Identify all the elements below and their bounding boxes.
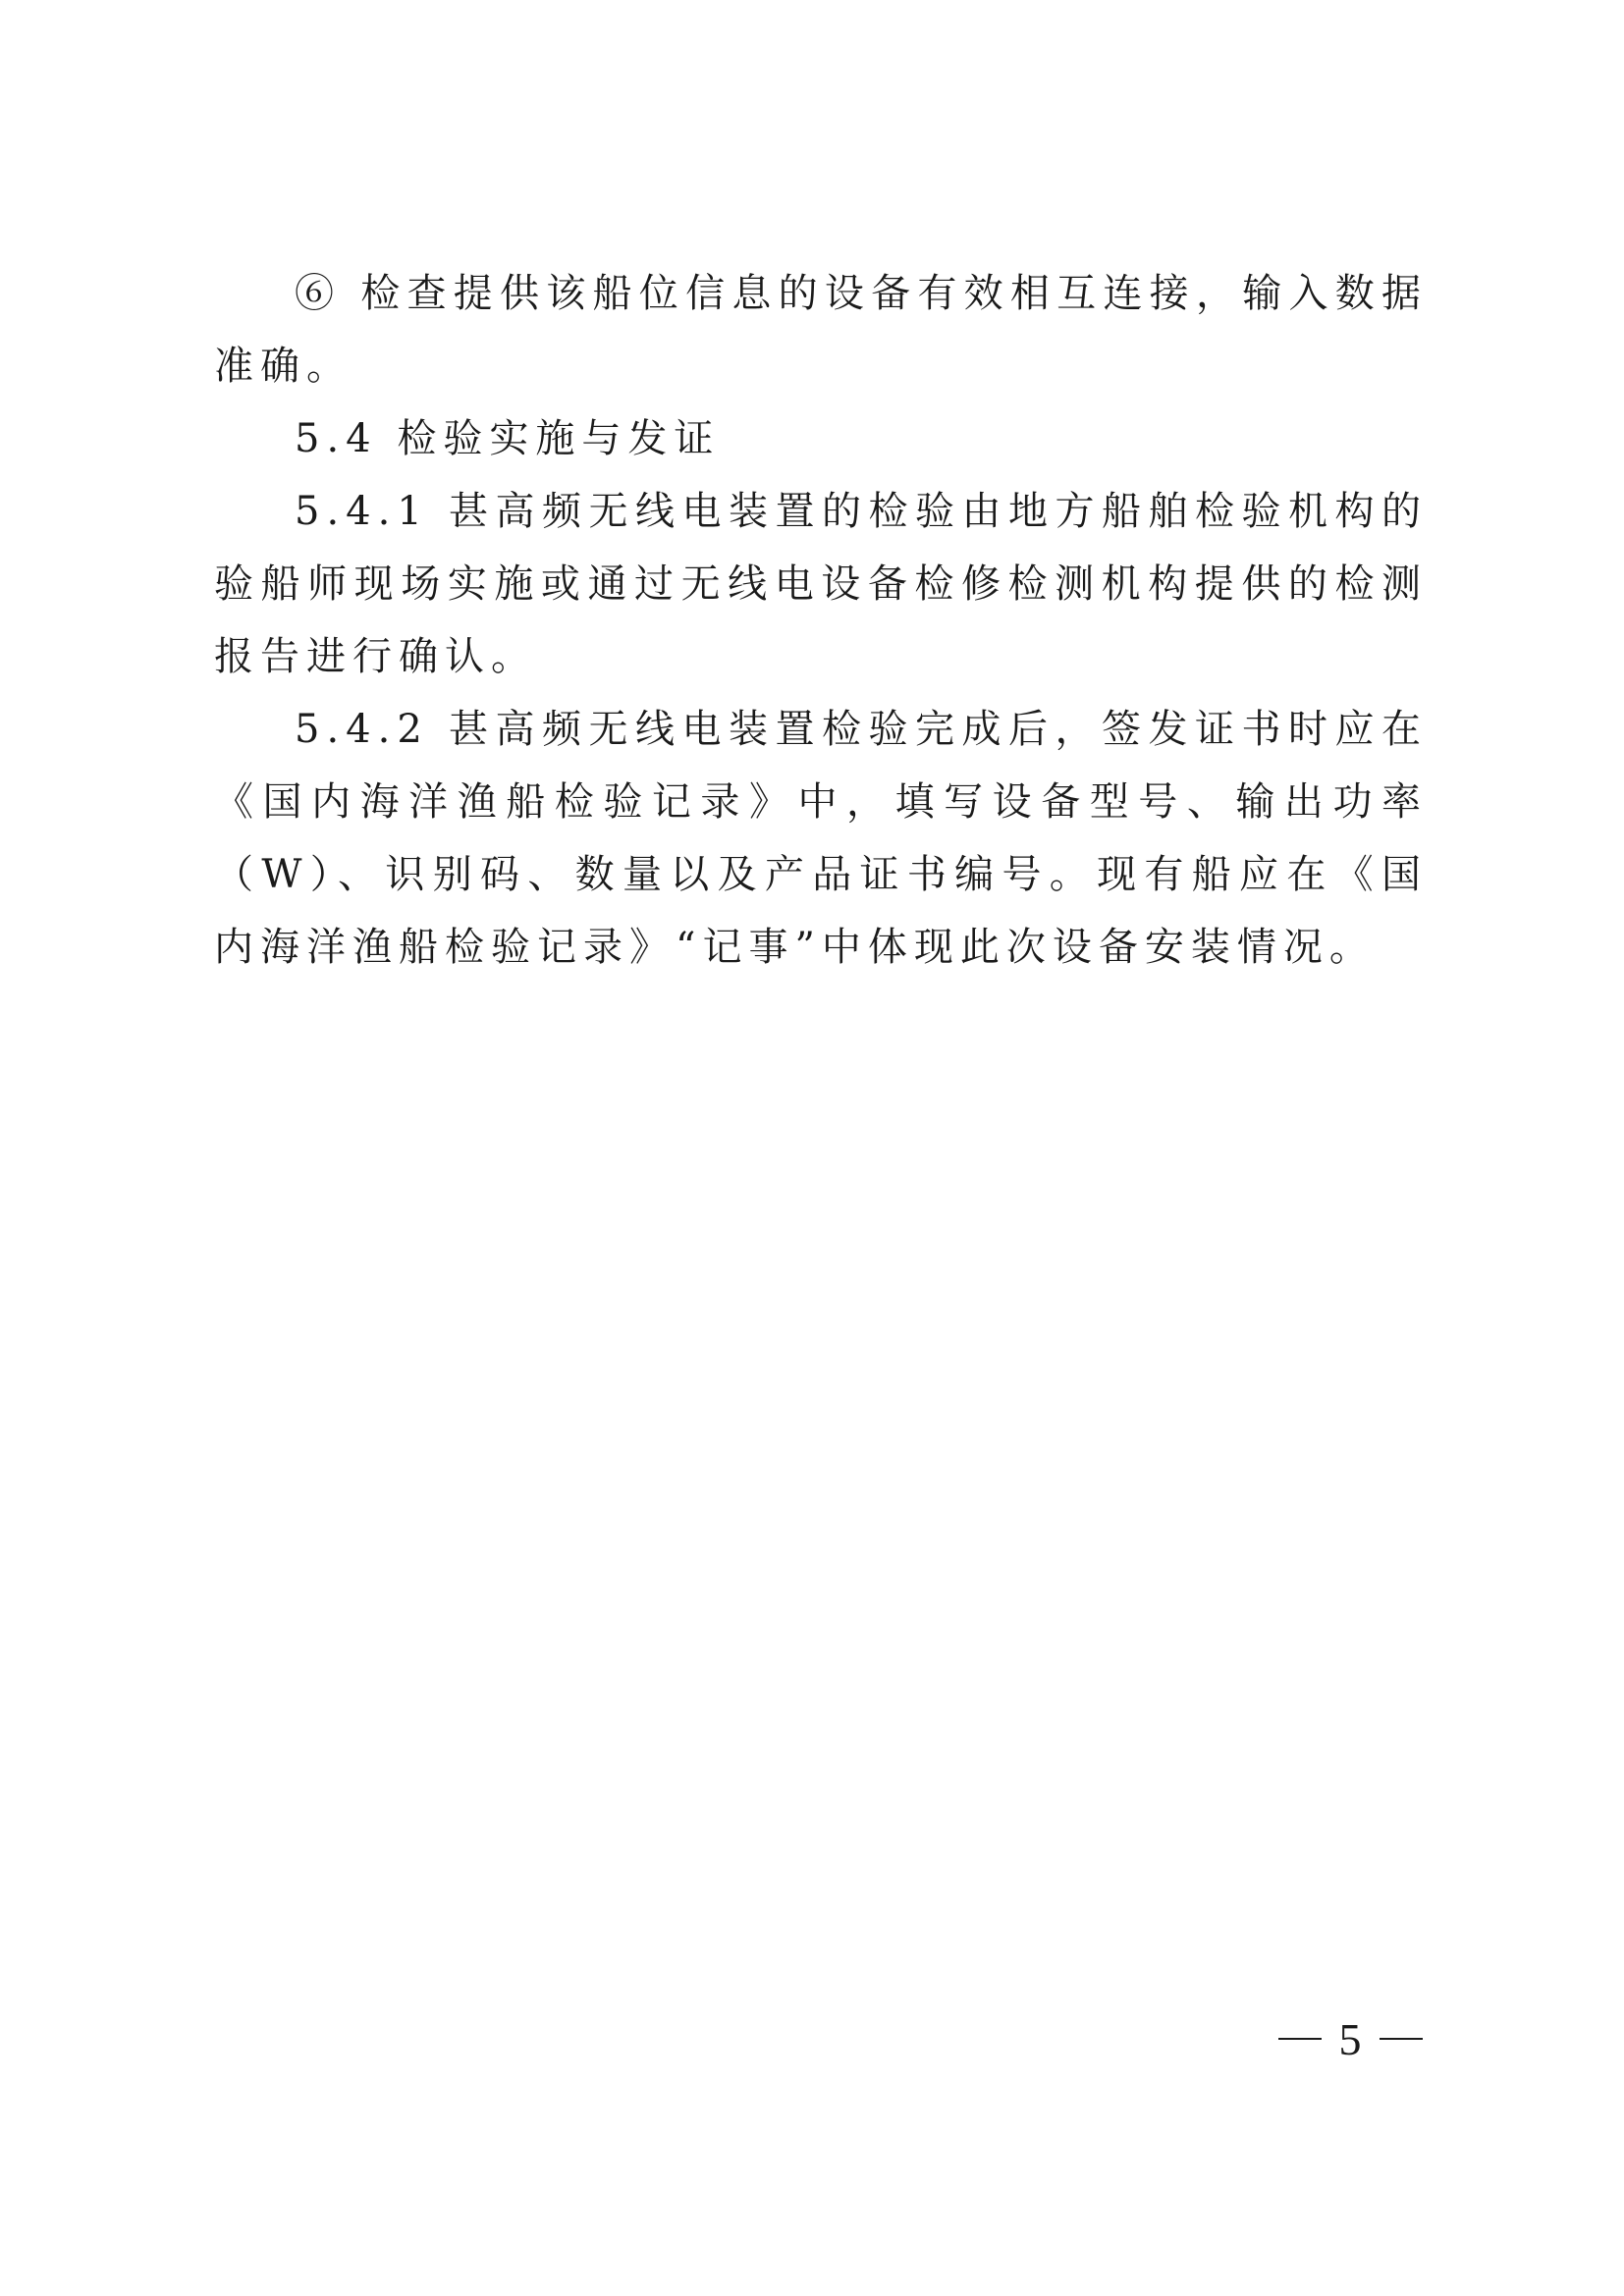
page-number-value: 5 bbox=[1338, 2013, 1362, 2064]
page-number bbox=[1267, 2009, 1434, 2068]
document-body bbox=[214, 257, 1428, 984]
paragraph-5-4-2: 5.4.2 甚高频无线电装置检验完成后，签发证书时应在《国内海洋渔船检验记录》中，填写设备型号、输出功率（W）、识别码、数量以及产品证书编号。现有船应在《国内海洋渔船检验记录》“记事”中体现此次设备安装情况。 bbox=[214, 707, 1428, 970]
paragraph-item-6: ⑥ 检查提供该船位信息的设备有效相互连接，输入数据准确。 bbox=[214, 271, 1428, 389]
right-dash bbox=[1380, 2038, 1423, 2040]
section-heading-5-4: 5.4 检验实施与发证 bbox=[295, 416, 721, 461]
left-dash bbox=[1278, 2038, 1322, 2040]
paragraph-5-4-1: 5.4.1 甚高频无线电装置的检验由地方船舶检验机构的验船师现场实施或通过无线电设备检修检测机构提供的检测报告进行确认。 bbox=[214, 489, 1428, 679]
